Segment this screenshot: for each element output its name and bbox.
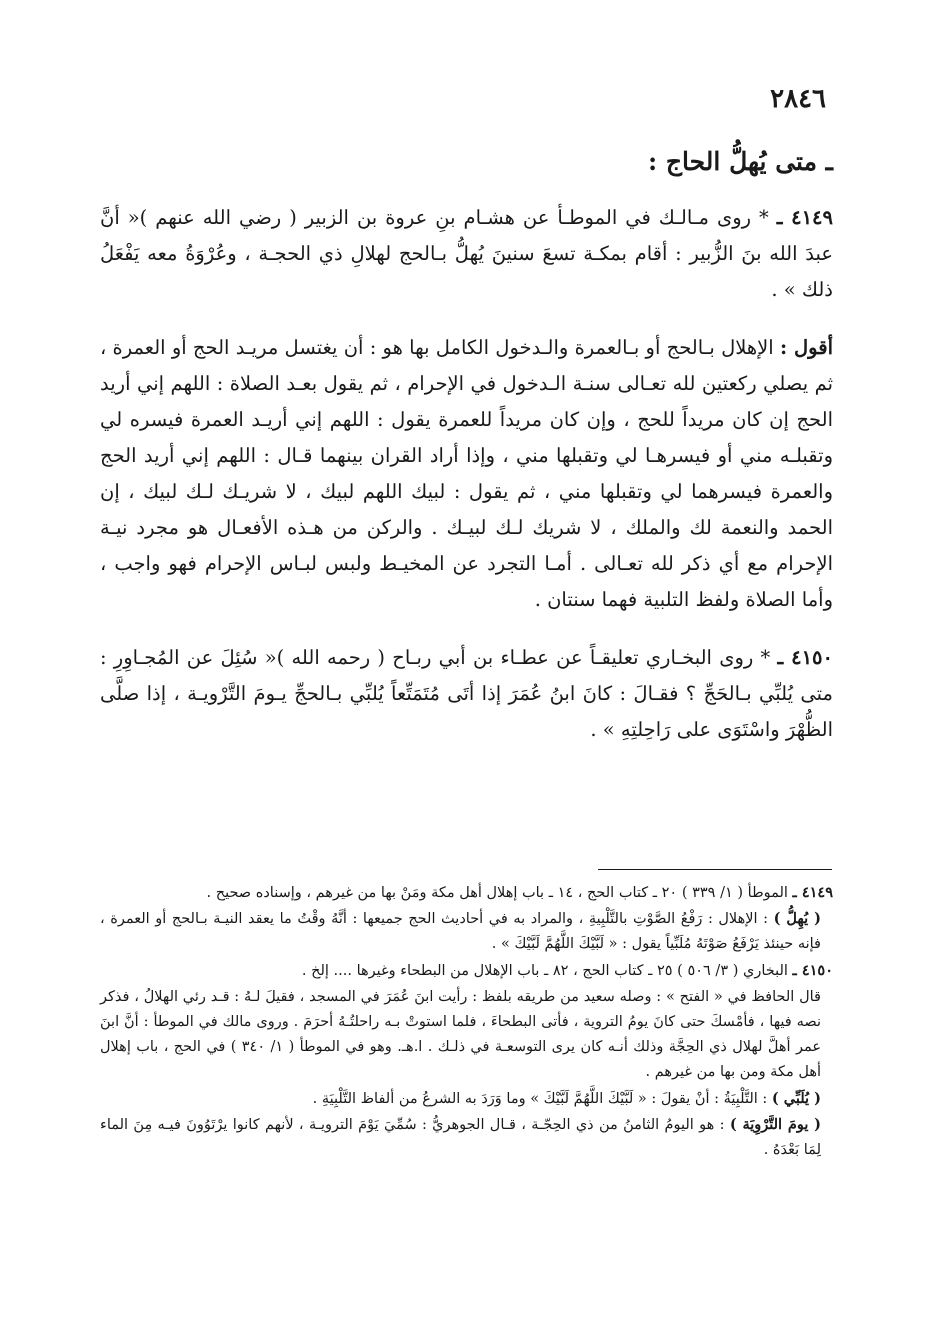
footnote-text: الموطأ ( ١/ ٣٣٩ ) ٢٠ ـ كتاب الحج ، ١٤ ـ باب إهلال أهل مكة ومَنْ بها من غيرهم ، وإسناده صحيح . <box>206 885 788 901</box>
main-text <box>100 200 833 770</box>
footnote-lead: ( يُهِلُّ ) <box>773 910 821 928</box>
hadith-4149 <box>100 200 833 308</box>
commentary-paragraph <box>100 330 833 618</box>
footnote <box>100 958 833 984</box>
footnote-text: قال الحافظ في « الفتح » : وصله سعيد من طريقه بلفظ : رأيت ابنَ عُمَرَ في المسجد ، فقيلَ لـهُ : قـد رئي الهلالُ ، فذكر نصه فيها ، فأمْسكَ حتى كانَ يومُ التروية ، فأتى البطحاءَ ، فلما استوتْ بـه راحلتُـهُ أحرَمَ . وروى مالك في الموطأ : أنَّ ابنَ عمر أهلَّ لهلال ذي الحِجَّة وذلك أنـه كان يرى التوسعـة في ذلـك . ا.هـ. وهو في الموطأ ( ١/ ٣٤٠ ) في الحج ، باب إهلال أهل مكة ومن بها من غيرهم . <box>100 988 821 1081</box>
footnote-text: : هو اليومُ الثامنُ من ذي الحِجّـة ، قـال الجوهريُّ : سُمِّيَ يَوْمَ الترويـة ، لأنهم كانوا يرْتَوُونَ فيـه مِنَ الماء لِمَا بَعْدَهُ . <box>100 1116 821 1159</box>
footnotes <box>100 880 833 1163</box>
section-heading: ـ متى يُهلُّ الحاج : <box>647 147 833 176</box>
commentary-text: الإهلال بـالحج أو بـالعمرة والـدخول الكامل بها هو : أن يغتسل مريـد الحج أو العمرة ، ثم يصلي ركعتين لله تعـالى سنـة الـدخول في الإحرام ، ثم يقول بعـد الصلاة : اللهم إني أريد الحج إن كان مريداً للحج ، وإن كان مريداً للعمرة يقول : اللهم إني أريـد العمرة فيسره لي وتقبلـه مني أو فيسرهـا لي وتقبلها مني ، وإذا أراد القران بينهما قـال : اللهم إني أريد الحج والعمرة فيسرهما لي وتقبلها مني ، ثم يقول : لبيك اللهم لبيك ، لا شريـك لـك لبيك ، إن الحمد والنعمة لك والملك ، لا شريك لـك لبيـك . والركن من هـذه الأفعـال هو مجرد نيـة الإحرام مع أي ذكر لله تعـالى . أمـا التجرد عن المخيـط ولبس لبـاس الإحرام فهو واجب ، وأما الصلاة ولفظ التلبية فهما سنتان . <box>100 336 833 611</box>
footnote-text: : الإهلال : رَفْعُ الصَّوْتِ بالتَّلْبِيةِ ، والمراد به في أحاديث الحج جميعها : أنَّهُ وقْتُ ما يعقد النيـة بـالحج أو العمرة ، فإنه حينئذ يَرْفَعُ صَوْتَهُ مُلَبِّياً يقول : « لَبَّيْكَ اللَّهُمَّ لَبَّيْكَ » . <box>100 911 821 953</box>
footnote-divider <box>598 869 832 870</box>
page-number: ٢٨٤٦ <box>770 84 826 114</box>
commentary-lead: أقول : <box>779 336 833 359</box>
hadith-text: * روى البخـاري تعليقـاً عن عطـاء بن أبي ربـاح ( رحمه الله )« سُئِلَ عن المُجـاوِرِ : متى يُلبِّي بـالحَجِّ ؟ فقـالَ : كانَ ابنُ عُمَرَ إذا أتَى مُتَمَتِّعاً يُلبِّي بـالحجِّ يـومَ التَّرْويـة ، إذا صلَّى الظُّهْرَ واسْتَوَى على رَاحِلتِهِ » . <box>100 646 833 741</box>
footnote <box>100 906 821 957</box>
footnote-lead: ( يُلَبِّي ) <box>771 1089 821 1107</box>
footnote <box>100 984 821 1086</box>
footnote <box>100 880 833 906</box>
footnote <box>100 1086 821 1112</box>
footnote-lead: ٤١٤٩ ـ <box>792 884 833 901</box>
footnote-lead: ( يومَ التَّرْوِيَة ) <box>729 1115 821 1133</box>
footnote-text: البخاري ( ٣/ ٥٠٦ ) ٢٥ ـ كتاب الحج ، ٨٢ ـ باب الإهلال من البطحاء وغيرها .... إلخ . <box>301 962 788 979</box>
footnote-text: : التَّلْبِيَةُ : أنْ يقولَ : « لَبَّيْكَ اللَّهُمَّ لَبَّيْكَ » وما وَرَدَ به الشرعُ من ألفاظ التَّلْبِيَةِ . <box>312 1090 768 1107</box>
footnote-lead: ٤١٥٠ ـ <box>792 961 833 979</box>
footnote <box>100 1112 821 1163</box>
hadith-number: ٤١٥٠ ـ <box>777 646 833 669</box>
hadith-4150 <box>100 640 833 748</box>
hadith-number: ٤١٤٩ ـ <box>776 206 833 229</box>
hadith-text: * روى مـالـك في الموطـأ عن هشـام بنِ عروة بن الزبير ( رضي الله عنهم )« أنَّ عبدَ الله بنَ الزُّبير : أقام بمكـة تسعَ سنينَ يُهلُّ بـالحج لهلالِ ذي الحجـة ، وعُرْوَةُ معه يَفْعَلُ ذلك » . <box>100 206 833 301</box>
